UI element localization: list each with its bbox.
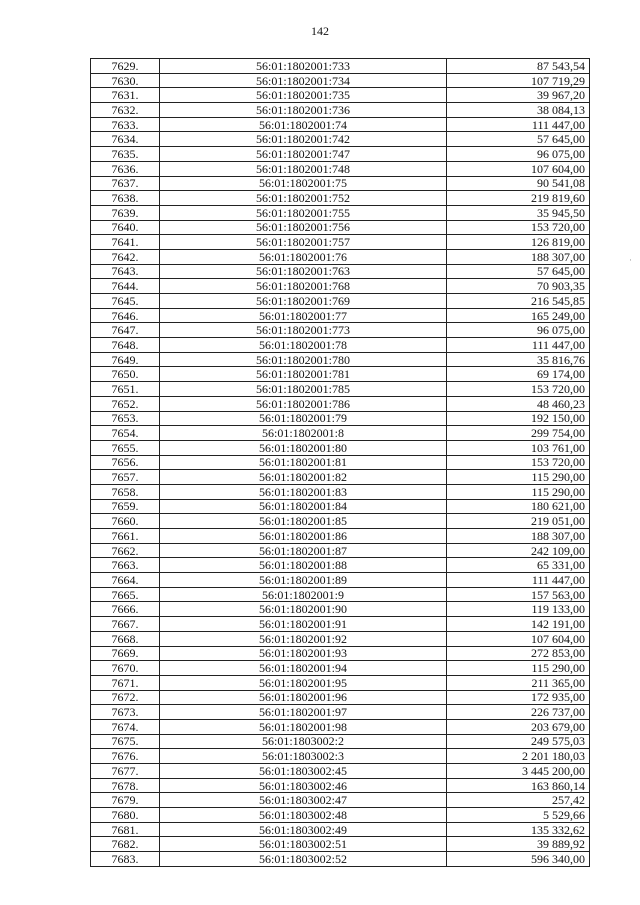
table-row	[91, 191, 590, 206]
value-cell: 172 935,00	[447, 690, 590, 705]
table-row	[91, 587, 590, 602]
value-cell: 242 109,00	[447, 543, 590, 558]
table-row	[91, 264, 590, 279]
cadastral-number-cell: 56:01:1802001:98	[160, 719, 447, 734]
table-row	[91, 279, 590, 294]
value-cell: 48 460,23	[447, 396, 590, 411]
row-number-cell: 7659.	[91, 499, 160, 514]
value-cell: 96 075,00	[447, 323, 590, 338]
row-number-cell: 7671.	[91, 675, 160, 690]
table-row	[91, 631, 590, 646]
cadastral-number-cell: 56:01:1802001:763	[160, 264, 447, 279]
table-row	[91, 764, 590, 779]
table-row	[91, 455, 590, 470]
cadastral-number-cell: 56:01:1802001:747	[160, 147, 447, 162]
cadastral-number-cell: 56:01:1802001:748	[160, 161, 447, 176]
row-number-cell: 7650.	[91, 367, 160, 382]
cadastral-number-cell: 56:01:1802001:74	[160, 117, 447, 132]
table-row	[91, 808, 590, 823]
cadastral-number-cell: 56:01:1802001:87	[160, 543, 447, 558]
value-cell: 157 563,00	[447, 587, 590, 602]
table-row	[91, 529, 590, 544]
cadastral-number-cell: 56:01:1803002:2	[160, 734, 447, 749]
table-row	[91, 675, 590, 690]
value-cell: 219 819,60	[447, 191, 590, 206]
cadastral-number-cell: 56:01:1802001:80	[160, 440, 447, 455]
row-number-cell: 7632.	[91, 103, 160, 118]
cadastral-number-cell: 56:01:1802001:76	[160, 249, 447, 264]
row-number-cell: 7641.	[91, 235, 160, 250]
cadastral-number-cell: 56:01:1802001:77	[160, 308, 447, 323]
table-row	[91, 367, 590, 382]
table-row	[91, 294, 590, 309]
table-row	[91, 558, 590, 573]
row-number-cell: 7669.	[91, 646, 160, 661]
row-number-cell: 7631.	[91, 88, 160, 103]
table-row	[91, 778, 590, 793]
row-number-cell: 7639.	[91, 205, 160, 220]
cadastral-number-cell: 56:01:1802001:79	[160, 411, 447, 426]
cadastral-number-cell: 56:01:1802001:93	[160, 646, 447, 661]
cadastral-number-cell: 56:01:1802001:785	[160, 382, 447, 397]
value-cell: 39 889,92	[447, 837, 590, 852]
cadastral-number-cell: 56:01:1802001:742	[160, 132, 447, 147]
row-number-cell: 7657.	[91, 470, 160, 485]
cadastral-number-cell: 56:01:1802001:756	[160, 220, 447, 235]
table-row	[91, 176, 590, 191]
row-number-cell: 7665.	[91, 587, 160, 602]
table-row	[91, 617, 590, 632]
table-row	[91, 793, 590, 808]
cadastral-number-cell: 56:01:1803002:48	[160, 808, 447, 823]
page-number: 142	[311, 24, 329, 38]
table-row	[91, 499, 590, 514]
cadastral-number-cell: 56:01:1803002:3	[160, 749, 447, 764]
cadastral-number-cell: 56:01:1802001:768	[160, 279, 447, 294]
cadastral-number-cell: 56:01:1802001:84	[160, 499, 447, 514]
row-number-cell: 7679.	[91, 793, 160, 808]
cadastral-number-cell: 56:01:1802001:86	[160, 529, 447, 544]
table-row	[91, 220, 590, 235]
table-row	[91, 822, 590, 837]
table-row	[91, 117, 590, 132]
cadastral-number-cell: 56:01:1802001:8	[160, 426, 447, 441]
row-number-cell: 7672.	[91, 690, 160, 705]
row-number-cell: 7653.	[91, 411, 160, 426]
cadastral-number-cell: 56:01:1802001:757	[160, 235, 447, 250]
cadastral-number-cell: 56:01:1802001:95	[160, 675, 447, 690]
cadastral-number-cell: 56:01:1802001:89	[160, 573, 447, 588]
cadastral-number-cell: 56:01:1802001:752	[160, 191, 447, 206]
cadastral-number-cell: 56:01:1802001:83	[160, 484, 447, 499]
row-number-cell: 7668.	[91, 631, 160, 646]
row-number-cell: 7683.	[91, 852, 160, 867]
table-row	[91, 484, 590, 499]
value-cell: 142 191,00	[447, 617, 590, 632]
row-number-cell: 7678.	[91, 778, 160, 793]
value-cell: 126 819,00	[447, 235, 590, 250]
value-cell: 57 645,00	[447, 264, 590, 279]
value-cell: 596 340,00	[447, 852, 590, 867]
value-cell: 107 719,29	[447, 73, 590, 88]
row-number-cell: 7656.	[91, 455, 160, 470]
table-row	[91, 161, 590, 176]
value-cell: 257,42	[447, 793, 590, 808]
cadastral-number-cell: 56:01:1803002:47	[160, 793, 447, 808]
table-row	[91, 73, 590, 88]
cadastral-number-cell: 56:01:1802001:736	[160, 103, 447, 118]
row-number-cell: 7635.	[91, 147, 160, 162]
table-body	[91, 59, 590, 867]
table-row	[91, 396, 590, 411]
row-number-cell: 7655.	[91, 440, 160, 455]
table-row	[91, 103, 590, 118]
cadastral-number-cell: 56:01:1802001:786	[160, 396, 447, 411]
value-cell: 153 720,00	[447, 455, 590, 470]
table-row	[91, 602, 590, 617]
row-number-cell: 7658.	[91, 484, 160, 499]
row-number-cell: 7652.	[91, 396, 160, 411]
cadastral-number-cell: 56:01:1802001:90	[160, 602, 447, 617]
value-cell: 69 174,00	[447, 367, 590, 382]
cadastral-number-cell: 56:01:1802001:96	[160, 690, 447, 705]
table-row	[91, 734, 590, 749]
row-number-cell: 7636.	[91, 161, 160, 176]
cadastral-number-cell: 56:01:1803002:51	[160, 837, 447, 852]
cadastral-number-cell: 56:01:1802001:769	[160, 294, 447, 309]
row-number-cell: 7660.	[91, 514, 160, 529]
row-number-cell: 7670.	[91, 661, 160, 676]
cadastral-number-cell: 56:01:1802001:78	[160, 338, 447, 353]
value-cell: 203 679,00	[447, 719, 590, 734]
value-cell: 70 903,35	[447, 279, 590, 294]
table-row	[91, 59, 590, 74]
row-number-cell: 7634.	[91, 132, 160, 147]
value-cell: 87 543,54	[447, 59, 590, 74]
value-cell: 153 720,00	[447, 220, 590, 235]
value-cell: 119 133,00	[447, 602, 590, 617]
scan-mark: ·	[629, 256, 632, 266]
row-number-cell: 7643.	[91, 264, 160, 279]
row-number-cell: 7630.	[91, 73, 160, 88]
table-row	[91, 543, 590, 558]
value-cell: 135 332,62	[447, 822, 590, 837]
row-number-cell: 7667.	[91, 617, 160, 632]
cadastral-number-cell: 56:01:1803002:49	[160, 822, 447, 837]
row-number-cell: 7651.	[91, 382, 160, 397]
row-number-cell: 7645.	[91, 294, 160, 309]
row-number-cell: 7661.	[91, 529, 160, 544]
value-cell: 192 150,00	[447, 411, 590, 426]
value-cell: 219 051,00	[447, 514, 590, 529]
table-row	[91, 440, 590, 455]
row-number-cell: 7666.	[91, 602, 160, 617]
cadastral-number-cell: 56:01:1802001:81	[160, 455, 447, 470]
table-row	[91, 411, 590, 426]
value-cell: 115 290,00	[447, 484, 590, 499]
value-cell: 111 447,00	[447, 573, 590, 588]
value-cell: 249 575,03	[447, 734, 590, 749]
table-row	[91, 249, 590, 264]
value-cell: 90 541,08	[447, 176, 590, 191]
value-cell: 188 307,00	[447, 529, 590, 544]
row-number-cell: 7674.	[91, 719, 160, 734]
row-number-cell: 7673.	[91, 705, 160, 720]
row-number-cell: 7682.	[91, 837, 160, 852]
table-row	[91, 573, 590, 588]
value-cell: 39 967,20	[447, 88, 590, 103]
row-number-cell: 7640.	[91, 220, 160, 235]
cadastral-number-cell: 56:01:1802001:755	[160, 205, 447, 220]
value-cell: 115 290,00	[447, 470, 590, 485]
cadastral-number-cell: 56:01:1802001:85	[160, 514, 447, 529]
value-cell: 65 331,00	[447, 558, 590, 573]
table-row	[91, 352, 590, 367]
row-number-cell: 7646.	[91, 308, 160, 323]
row-number-cell: 7676.	[91, 749, 160, 764]
cadastral-number-cell: 56:01:1802001:91	[160, 617, 447, 632]
table-row	[91, 514, 590, 529]
table-row	[91, 338, 590, 353]
table-row	[91, 382, 590, 397]
row-number-cell: 7662.	[91, 543, 160, 558]
value-cell: 57 645,00	[447, 132, 590, 147]
value-cell: 226 737,00	[447, 705, 590, 720]
row-number-cell: 7638.	[91, 191, 160, 206]
table-row	[91, 470, 590, 485]
table-row	[91, 235, 590, 250]
row-number-cell: 7681.	[91, 822, 160, 837]
value-cell: 103 761,00	[447, 440, 590, 455]
row-number-cell: 7637.	[91, 176, 160, 191]
table-row	[91, 837, 590, 852]
row-number-cell: 7663.	[91, 558, 160, 573]
cadastral-number-cell: 56:01:1802001:9	[160, 587, 447, 602]
cadastral-value-table	[90, 58, 590, 867]
table-row	[91, 646, 590, 661]
table-row	[91, 719, 590, 734]
table-row	[91, 749, 590, 764]
row-number-cell: 7647.	[91, 323, 160, 338]
cadastral-number-cell: 56:01:1802001:733	[160, 59, 447, 74]
cadastral-number-cell: 56:01:1802001:88	[160, 558, 447, 573]
cadastral-number-cell: 56:01:1802001:773	[160, 323, 447, 338]
table-row	[91, 308, 590, 323]
value-cell: 216 545,85	[447, 294, 590, 309]
row-number-cell: 7649.	[91, 352, 160, 367]
value-cell: 111 447,00	[447, 117, 590, 132]
row-number-cell: 7680.	[91, 808, 160, 823]
row-number-cell: 7675.	[91, 734, 160, 749]
row-number-cell: 7644.	[91, 279, 160, 294]
cadastral-number-cell: 56:01:1802001:75	[160, 176, 447, 191]
table-row	[91, 852, 590, 867]
cadastral-number-cell: 56:01:1802001:92	[160, 631, 447, 646]
row-number-cell: 7629.	[91, 59, 160, 74]
table-row	[91, 661, 590, 676]
row-number-cell: 7648.	[91, 338, 160, 353]
value-cell: 163 860,14	[447, 778, 590, 793]
value-cell: 115 290,00	[447, 661, 590, 676]
cadastral-number-cell: 56:01:1803002:45	[160, 764, 447, 779]
value-cell: 38 084,13	[447, 103, 590, 118]
row-number-cell: 7677.	[91, 764, 160, 779]
cadastral-number-cell: 56:01:1802001:82	[160, 470, 447, 485]
cadastral-number-cell: 56:01:1802001:780	[160, 352, 447, 367]
table-row	[91, 132, 590, 147]
row-number-cell: 7633.	[91, 117, 160, 132]
cadastral-number-cell: 56:01:1802001:94	[160, 661, 447, 676]
value-cell: 35 945,50	[447, 205, 590, 220]
table-row	[91, 323, 590, 338]
cadastral-number-cell: 56:01:1802001:734	[160, 73, 447, 88]
cadastral-number-cell: 56:01:1803002:52	[160, 852, 447, 867]
table-row	[91, 705, 590, 720]
value-cell: 3 445 200,00	[447, 764, 590, 779]
value-cell: 96 075,00	[447, 147, 590, 162]
value-cell: 211 365,00	[447, 675, 590, 690]
cadastral-number-cell: 56:01:1803002:46	[160, 778, 447, 793]
value-cell: 35 816,76	[447, 352, 590, 367]
value-cell: 107 604,00	[447, 161, 590, 176]
cadastral-number-cell: 56:01:1802001:97	[160, 705, 447, 720]
table-row	[91, 88, 590, 103]
cadastral-number-cell: 56:01:1802001:735	[160, 88, 447, 103]
cadastral-number-cell: 56:01:1802001:781	[160, 367, 447, 382]
value-cell: 180 621,00	[447, 499, 590, 514]
value-cell: 5 529,66	[447, 808, 590, 823]
table-row	[91, 205, 590, 220]
value-cell: 111 447,00	[447, 338, 590, 353]
value-cell: 165 249,00	[447, 308, 590, 323]
value-cell: 2 201 180,03	[447, 749, 590, 764]
table-row	[91, 690, 590, 705]
value-cell: 188 307,00	[447, 249, 590, 264]
value-cell: 107 604,00	[447, 631, 590, 646]
value-cell: 272 853,00	[447, 646, 590, 661]
value-cell: 153 720,00	[447, 382, 590, 397]
row-number-cell: 7664.	[91, 573, 160, 588]
table-row	[91, 147, 590, 162]
row-number-cell: 7642.	[91, 249, 160, 264]
row-number-cell: 7654.	[91, 426, 160, 441]
value-cell: 299 754,00	[447, 426, 590, 441]
table-row	[91, 426, 590, 441]
